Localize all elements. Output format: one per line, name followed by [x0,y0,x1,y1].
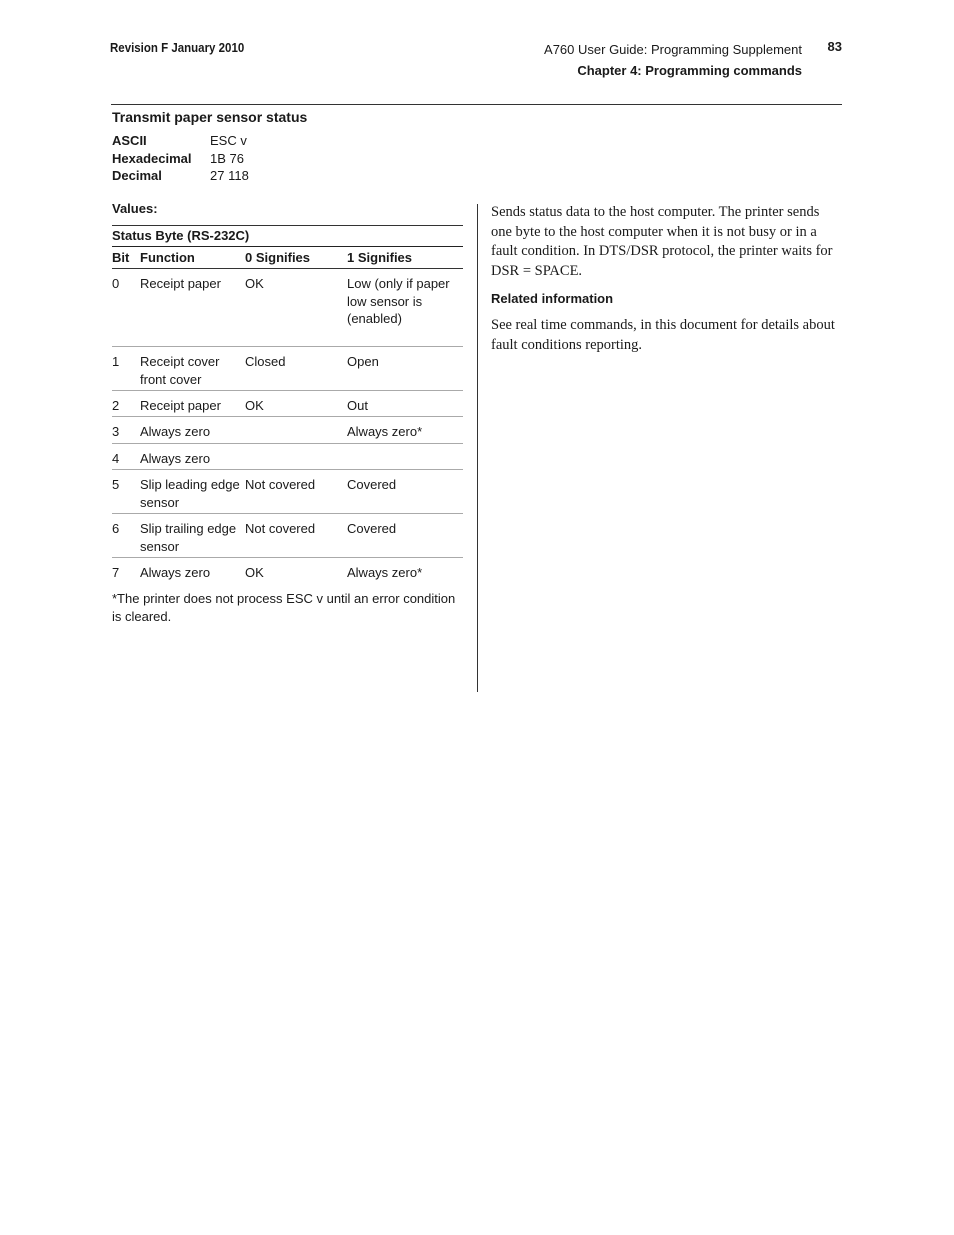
code-row [112,167,249,185]
zero-signifies-cell: OK [245,565,264,580]
bit-cell: 4 [112,451,120,466]
code-value: 1B 76 [210,150,244,166]
table-row [112,269,463,347]
header-divider [111,104,842,105]
one-signifies-cell: Low (only if paper low sensor is (enabled) [347,276,450,326]
table-row [112,417,463,444]
chapter-title: Chapter 4: Programming commands [577,63,802,78]
code-value: ESC v [210,133,247,148]
description-column [491,203,843,356]
one-signifies-cell: Always zero* [347,424,423,439]
zero-signifies-cell [245,450,347,469]
one-signifies-cell: Out [347,398,368,413]
section-title: Transmit paper sensor status [112,109,308,125]
table-row [112,558,463,588]
code-value: 27 118 [210,168,249,183]
code-label: ASCII [112,133,147,148]
function-cell: Slip leading edge sensor [140,477,240,510]
one-signifies-cell [347,450,463,469]
zero-signifies-cell: OK [245,398,264,413]
table-caption: Status Byte (RS-232C) [112,225,463,247]
zero-signifies-cell: Closed [245,354,286,369]
table-header [112,247,463,269]
table-footnote: *The printer does not process ESC v until an error condition is cleared. [112,591,456,624]
values-label: Values: [112,201,158,216]
column-header: Function [140,250,195,265]
function-cell: Always zero [140,451,211,466]
function-cell: Receipt cover front cover [140,354,220,387]
table-row [112,391,463,417]
function-cell: Always zero [140,424,211,439]
code-label: Decimal [112,168,162,183]
running-header [544,39,802,81]
table-row [112,470,463,514]
column-divider [477,204,478,692]
command-codes [112,132,249,185]
one-signifies-cell: Always zero* [347,565,423,580]
one-signifies-cell: Covered [347,521,397,536]
bit-cell: 2 [112,398,120,413]
table-row [112,444,463,470]
table-row [112,347,463,391]
related-information-heading: Related information [491,291,614,307]
code-row [112,132,249,150]
bit-cell: 7 [112,565,120,580]
status-byte-table [112,225,463,588]
bit-cell: 6 [112,521,120,536]
bit-cell: 0 [112,276,120,291]
function-cell: Receipt paper [140,276,221,291]
table-row [112,514,463,558]
code-label: Hexadecimal [112,150,192,166]
bit-cell: 3 [112,424,120,439]
zero-signifies-cell: Not covered [245,521,316,536]
function-cell: Slip trailing edge sensor [140,521,237,554]
related-information-text: See real time commands, in this document for details about fault conditions reporting. [491,317,835,353]
one-signifies-cell: Covered [347,477,397,492]
page-number: 83 [827,39,842,54]
function-cell: Receipt paper [140,398,221,413]
zero-signifies-cell: OK [245,276,264,291]
column-header: 0 Signifies [245,250,311,265]
revision-label: Revision F January 2010 [110,41,245,55]
code-row [112,150,249,168]
bit-cell: 5 [112,477,120,492]
column-header: Bit [112,250,130,265]
bit-cell: 1 [112,354,120,369]
one-signifies-cell: Open [347,354,379,369]
guide-title: A760 User Guide: Programming Supplement [544,42,802,57]
column-header: 1 Signifies [347,250,413,265]
zero-signifies-cell: Not covered [245,477,316,492]
zero-signifies-cell [245,423,347,443]
command-description: Sends status data to the host computer. The printer sends one byte to the host computer when it is not busy or in a fault condition. In DTS/DSR protocol, the printer waits for DSR = SPACE. [491,204,833,279]
function-cell: Always zero [140,565,211,580]
